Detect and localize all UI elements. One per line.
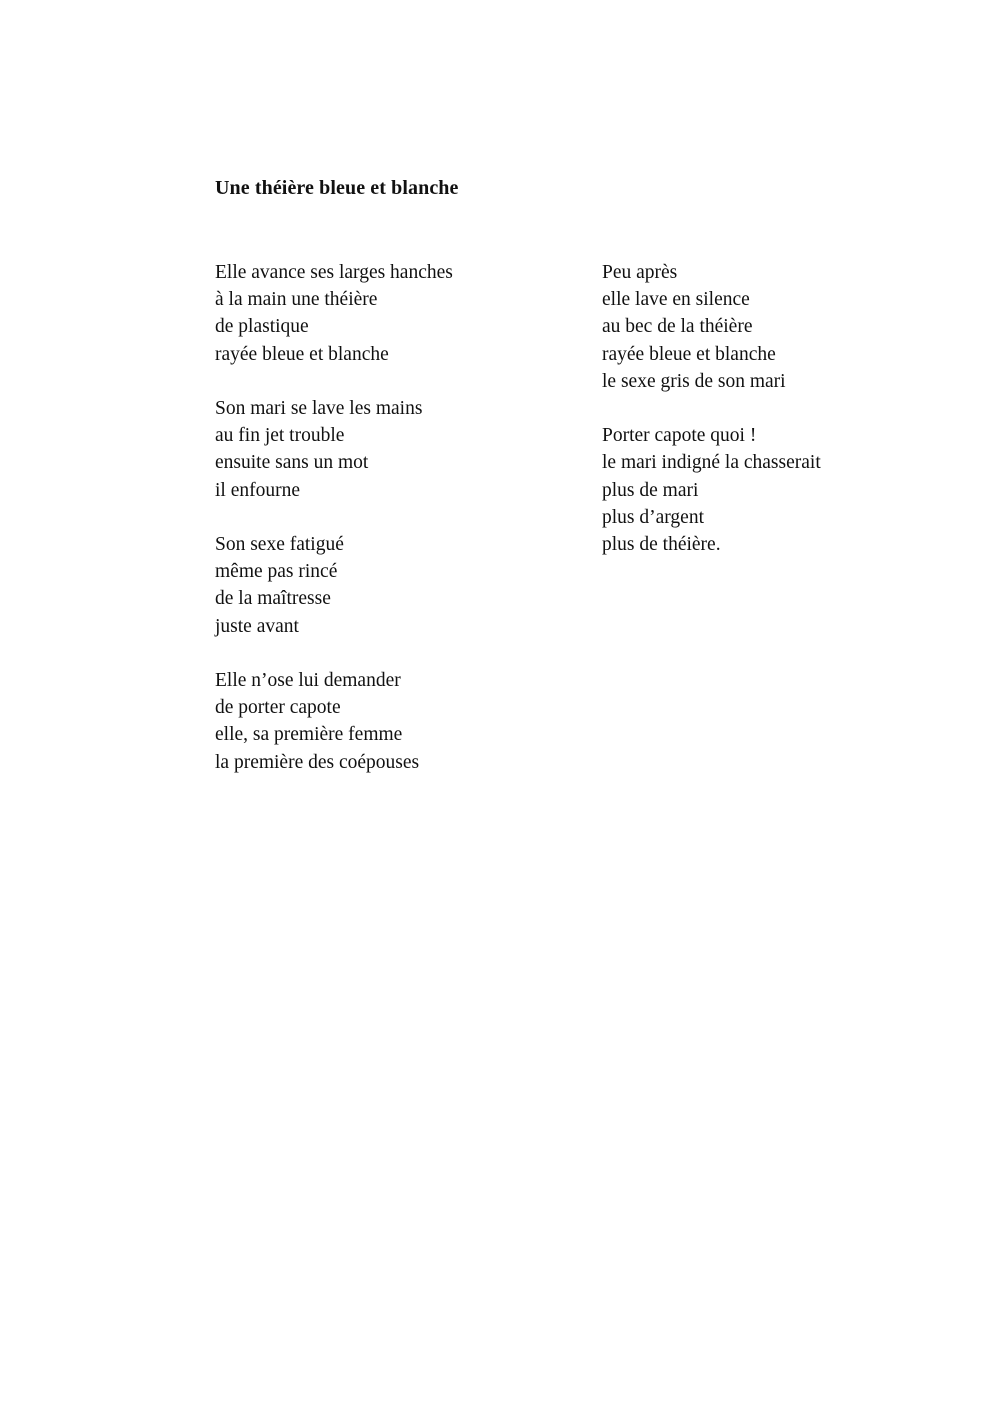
poem-line: au fin jet trouble [215,425,345,447]
poem-line: de la maîtresse [215,588,331,610]
stanza [215,531,453,640]
poem-line: Son sexe fatigué [215,534,344,555]
stanza [215,395,453,504]
poem-line: Porter capote quoi ! [602,425,757,447]
left-column [215,259,453,803]
poem-line: le mari indigné la chasserait [602,452,821,474]
stanza [602,422,821,558]
poem-line: elle, sa première femme [215,724,403,746]
poem-line: Elle avance ses larges hanches [215,262,453,283]
poem-line: rayée bleue et blanche [602,343,776,365]
poem-line: de porter capote [215,697,341,719]
poem-line: même pas rincé [215,561,338,583]
poem-line: juste avant [215,615,299,637]
poem-line: ensuite sans un mot [215,452,369,474]
poem-line: plus de mari [602,479,699,501]
poem-line: de plastique [215,316,309,338]
poem-line: à la main une théière [215,289,378,311]
poem-line: Son mari se lave les mains [215,398,423,419]
poem-line: au bec de la théière [602,316,753,338]
poem-line: il enfourne [215,479,301,501]
poem-line: le sexe gris de son mari [602,370,786,392]
poem-title: Une théière bleue et blanche [215,177,459,199]
stanza [602,259,821,395]
poem-line: Elle n’ose lui demander [215,670,401,691]
poem-line: elle lave en silence [602,289,750,311]
stanza [215,667,453,776]
poem-line: plus d’argent [602,506,704,528]
stanza [215,259,453,368]
poem-line: plus de théière. [602,534,721,556]
poem-line: rayée bleue et blanche [215,343,389,365]
right-column [602,259,821,585]
poem-line: Peu après [602,262,678,283]
poem-line: la première des coépouses [215,751,420,773]
